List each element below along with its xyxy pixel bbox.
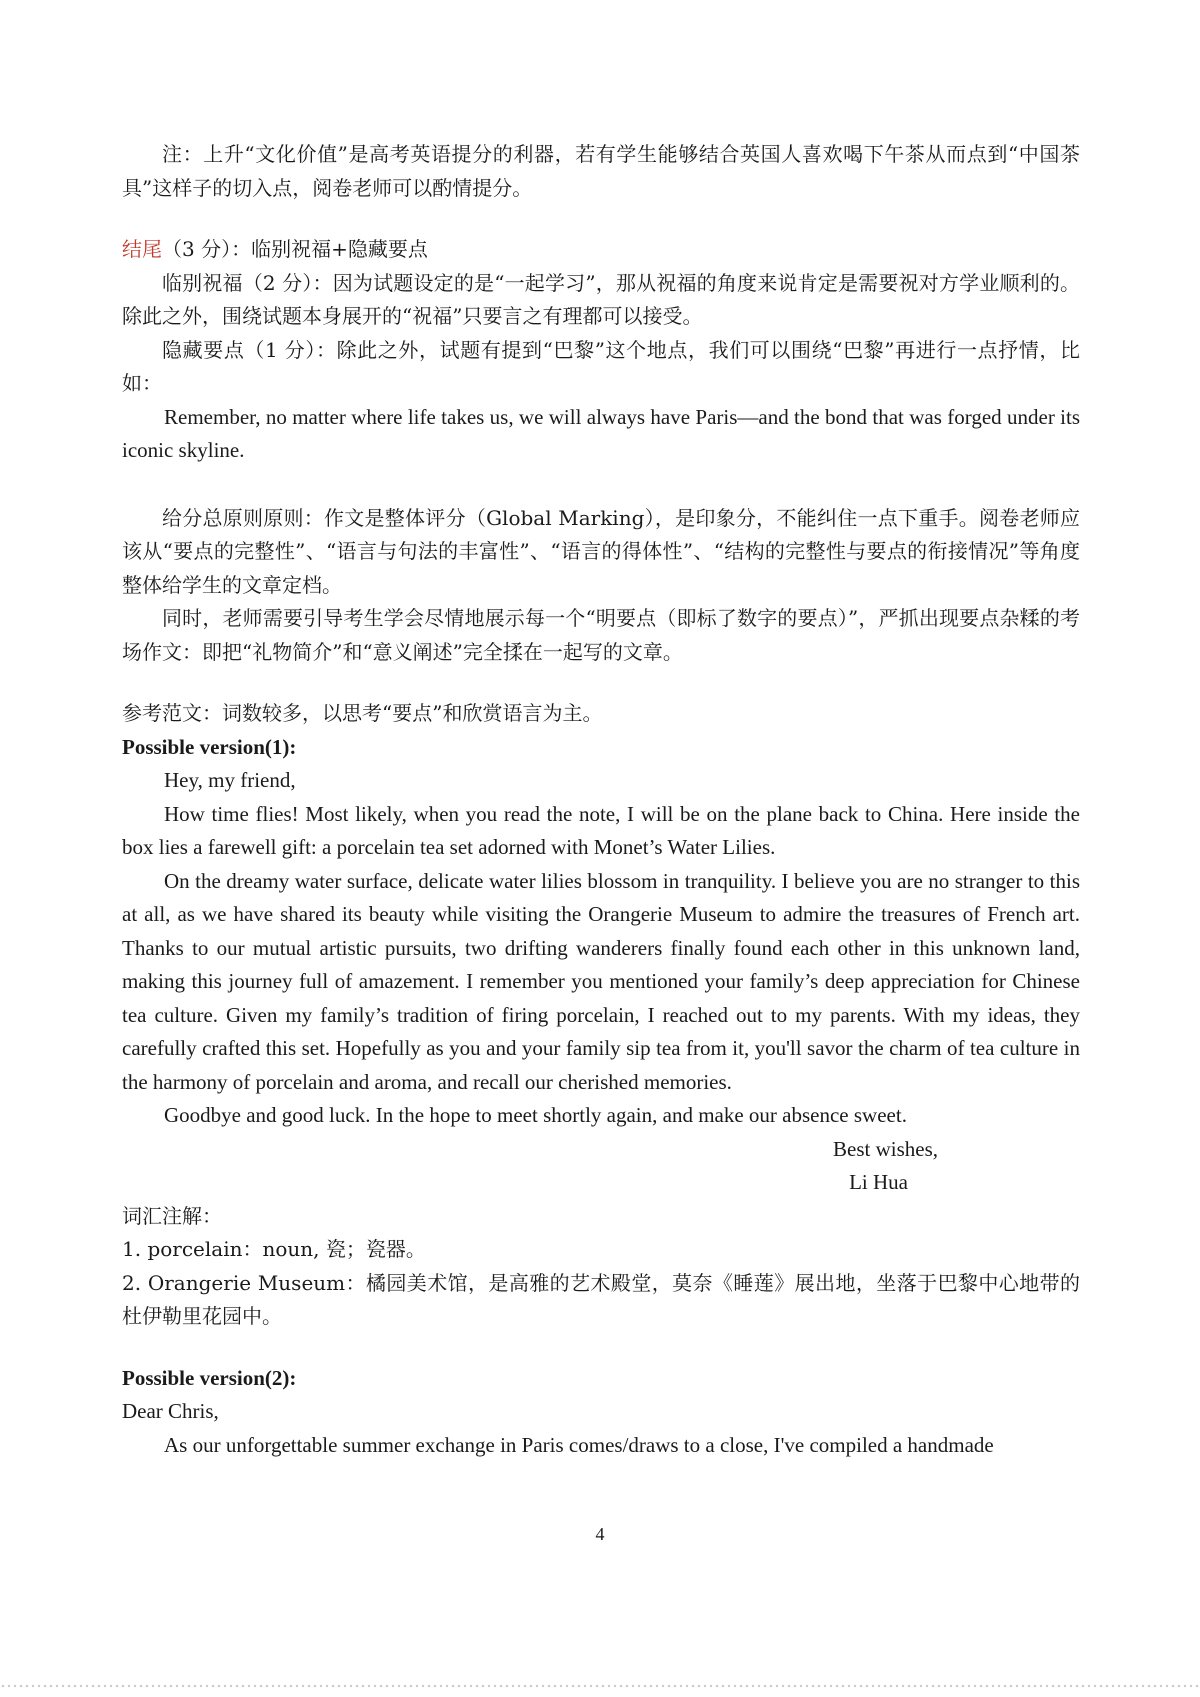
ending-heading-rest: （3 分）：临别祝福+隐藏要点 <box>162 237 428 261</box>
vocab-title: 词汇注解： <box>122 1203 222 1228</box>
ending-example-sentence: Remember, no matter where life takes us, we will always have Paris—and the bond that was forged under its iconic skyline. <box>122 404 1080 462</box>
version-2-greeting: Dear Chris, <box>122 1399 219 1423</box>
version-1-title: Possible version(1): <box>122 734 297 759</box>
page-number: 4 <box>595 1524 605 1544</box>
vocab-item-2: 2. Orangerie Museum：橘园美术馆，是高雅的艺术殿堂，莫奈《睡莲》展出地，坐落于巴黎中心地带的杜伊勒里花园中。 <box>122 1270 1080 1328</box>
ending-heading-label: 结尾 <box>122 237 162 261</box>
footer-dotted-rule <box>0 1683 1200 1689</box>
version-1-signoff <box>122 1133 1080 1200</box>
version-1-greeting: Hey, my friend, <box>164 768 296 792</box>
version-2-section <box>122 1362 1080 1463</box>
version-1-paragraph-2: On the dreamy water surface, delicate water lilies blossom in tranquility. I believe you are no stranger to this at all, as we have shared its beauty while visiting the Orangerie Museum to admire the treasures of French art. Thanks to our mutual artistic pursuits, two drifting wanderers finally found each other in this unknown land, making this journey full of amazement. I remember you mentioned your family’s deep appreciation for Chinese tea culture. Given my family’s tradition of firing porcelain, I reached out to my parents. With my ideas, they carefully crafted this set. Hopefully as you and your family sip tea from it, you'll savor the charm of tea culture in the harmony of porcelain and aroma, and recall our cherished memories. <box>122 868 1080 1094</box>
note-paragraph: 注：上升“文化价值”是高考英语提分的利器，若有学生能够结合英国人喜欢喝下午茶从而点到“中国茶具”这样子的切入点，阅卷老师可以酌情提分。 <box>122 142 1080 200</box>
version-1-paragraph-3: Goodbye and good luck. In the hope to meet shortly again, and make our absence sweet. <box>164 1103 907 1127</box>
ending-section <box>122 233 1080 468</box>
signature: Li Hua <box>849 1170 908 1194</box>
note-section <box>122 138 1080 205</box>
scoring-principles <box>122 502 1080 670</box>
closing-line: Best wishes, <box>833 1136 938 1161</box>
reference-essay <box>122 697 1080 1133</box>
vocab-item-1: 1. porcelain：noun, 瓷；瓷器。 <box>122 1237 426 1261</box>
vocabulary-notes <box>122 1200 1080 1334</box>
version-1-paragraph-1: How time flies! Most likely, when you read the note, I will be on the plane back to China. Here inside the box lies a farewell gift: a porcelain tea set adorned with Monet’s Water Lilies. <box>122 801 1080 859</box>
reference-intro: 参考范文：词数较多，以思考“要点”和欣赏语言为主。 <box>122 701 603 725</box>
ending-blessing: 临别祝福（2 分）：因为试题设定的是“一起学习”，那从祝福的角度来说肯定是需要祝对方学业顺利的。除此之外，围绕试题本身展开的“祝福”只要言之有理都可以接受。 <box>122 270 1080 328</box>
version-2-paragraph-1: As our unforgettable summer exchange in Paris comes/draws to a close, I've compiled a handmade <box>164 1432 994 1457</box>
ending-hidden-point: 隐藏要点（1 分）：除此之外，试题有提到“巴黎”这个地点，我们可以围绕“巴黎”再进行一点抒情，比如： <box>122 337 1080 395</box>
version-2-title: Possible version(2): <box>122 1365 297 1390</box>
principles-paragraph-2: 同时，老师需要引导考生学会尽情地展示每一个“明要点（即标了数字的要点）”，严抓出现要点杂糅的考场作文：即把“礼物简介”和“意义阐述”完全揉在一起写的文章。 <box>122 606 1080 664</box>
ending-heading <box>122 233 1080 267</box>
principles-paragraph-1: 给分总原则原则：作文是整体评分（Global Marking），是印象分，不能纠住一点下重手。阅卷老师应该从“要点的完整性”、“语言与句法的丰富性”、“语言的得体性”、“结构的完整性与要点的衔接情况”等角度整体给学生的文章定档。 <box>122 505 1080 597</box>
